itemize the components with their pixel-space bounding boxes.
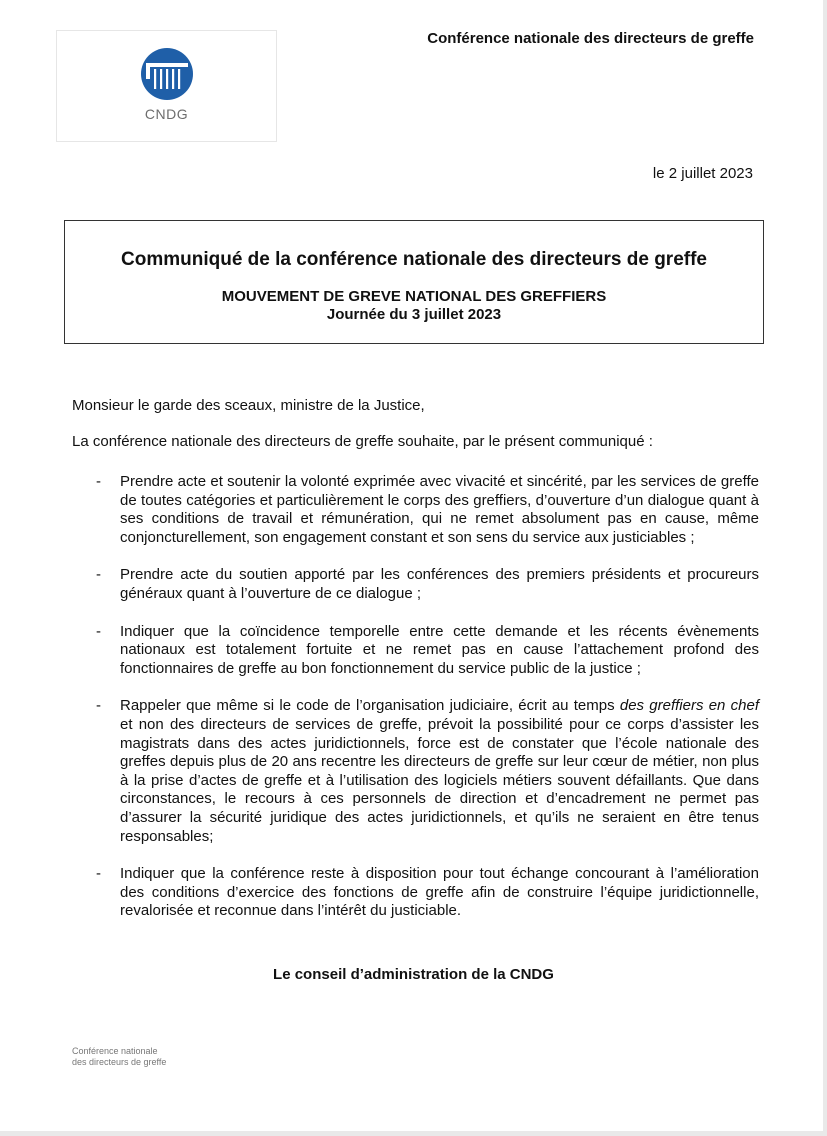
footer-line-1: Conférence nationale bbox=[72, 1046, 158, 1056]
greeting: Monsieur le garde des sceaux, ministre de la Justice, bbox=[72, 397, 425, 414]
bullet-text-italic: des greffiers en chef bbox=[619, 697, 759, 715]
column-emblem-icon bbox=[140, 47, 194, 101]
bullet-list bbox=[72, 473, 759, 940]
footer bbox=[72, 1046, 166, 1068]
bullet-marker: - bbox=[96, 473, 101, 490]
title-box bbox=[64, 220, 764, 344]
bullet-marker: - bbox=[96, 566, 101, 584]
list-item bbox=[72, 865, 759, 921]
bullet-marker: - bbox=[96, 622, 101, 640]
subtitle-line-1: MOUVEMENT DE GREVE NATIONAL DES GREFFIERS bbox=[221, 288, 607, 305]
list-item bbox=[72, 697, 759, 846]
bullet-marker: - bbox=[96, 697, 101, 715]
communique-subtitle bbox=[65, 288, 763, 324]
subtitle-line-2: Journée du 3 juillet 2023 bbox=[326, 306, 502, 323]
bullet-text-start: Rappeler que même si le code de l’organisation judiciaire, écrit au temps bbox=[120, 697, 620, 715]
bullet-text: Indiquer que la conférence reste à disposition pour tout échange concourant à l’amélioration des conditions d’exercice des fonctions de greffe afin de construire l’équipe juridictionnelle, revalorisée et reconnue dans l’intérêt du justiciable. bbox=[120, 865, 759, 920]
bullet-text-end: et non des directeurs de services de greffe, prévoit la possibilité pour ce corps d’assister les magistrats dans des actes juridictionnels, force est de constater que l’école nationale des greffes depuis plus de 20 ans recentre les directeurs de greffe sur leur cœur de métier, non plus à la prise d’actes de greffe et à l’utilisation des logiciels métiers souvent défaillants. Que dans circonstances, le recours à ces personnels de direction et d’encadrement ne permet pas d’assurer la sécurité juridique des actes juridictionnels, et qu’ils ne seraient en être tenus responsables; bbox=[120, 715, 759, 845]
communique-title: Communiqué de la conférence nationale des directeurs de greffe bbox=[121, 249, 707, 270]
list-item bbox=[72, 623, 759, 679]
logo-box bbox=[56, 30, 277, 142]
list-item bbox=[72, 566, 759, 603]
bullet-text: Prendre acte du soutien apporté par les conférences des premiers présidents et procureurs généraux quant à l’ouverture de ce dialogue ; bbox=[120, 566, 759, 602]
bullet-text: Indiquer que la coïncidence temporelle entre cette demande et les récents évènements nationaux est totalement fortuite et ne remet pas en cause l’attachement profond des fonctionnaires de greffe au bon fonctionnement du service public de la justice ; bbox=[120, 622, 759, 677]
document-date: le 2 juillet 2023 bbox=[652, 165, 753, 182]
bullet-text: Prendre acte et soutenir la volonté exprimée avec vivacité et sincérité, par les services de greffe de toutes catégories et particulièrement le corps des greffiers, d’ouverture d’un dialogue quant à ses conditions de travail et rémunération, qui ne remet absolument pas en cause, même conjoncturellement, son engagement constant et son sens du service aux justiciables ; bbox=[120, 473, 759, 546]
logo-text: CNDG bbox=[144, 106, 189, 122]
intro-paragraph: La conférence nationale des directeurs de greffe souhaite, par le présent communiqué : bbox=[72, 433, 653, 450]
footer-line-2: des directeurs de greffe bbox=[72, 1057, 167, 1067]
list-item bbox=[72, 473, 759, 547]
organization-header: Conférence nationale des directeurs de greffe bbox=[427, 30, 754, 47]
signature: Le conseil d’administration de la CNDG bbox=[273, 966, 554, 983]
bullet-marker: - bbox=[96, 865, 101, 883]
